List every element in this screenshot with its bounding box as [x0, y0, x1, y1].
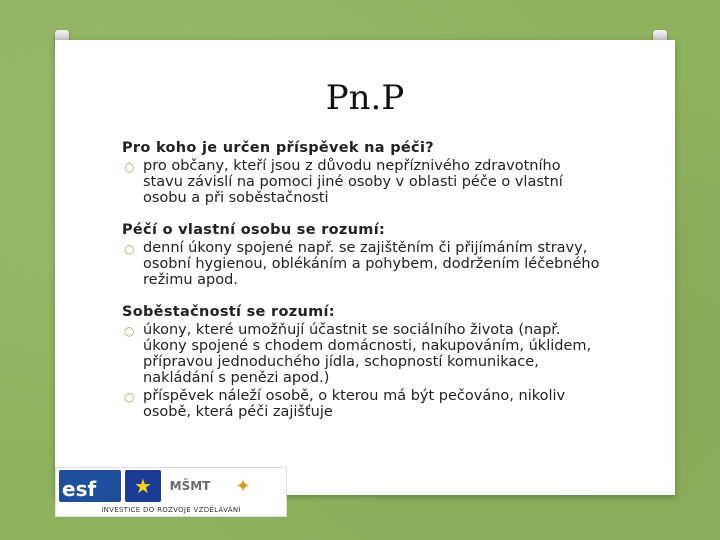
- esf-logo: esf: [59, 470, 121, 502]
- bullet-text: úkony, které umožňují účastnit se sociálního života (např. úkony spojené s chodem domácnosti, nakupováním, úklidem, přípravou jednoduchého jídla, schopností komunikace, nakládání s penězi apod.): [143, 322, 592, 386]
- section-heading: Soběstačností se rozumí:: [122, 304, 335, 320]
- bullet-text: příspěvek náleží osobě, o kterou má být pečováno, nikoliv osobě, která péči zajišťuje: [143, 388, 566, 420]
- msmt-logo: MŠMT: [165, 470, 215, 502]
- slide: [55, 40, 675, 514]
- list-item: [122, 240, 602, 288]
- bullet-text: denní úkony spojené např. se zajištěním či přijímáním stravy, osobní hygienou, oblékáním a pohybem, dodržením léčebného režimu apod.: [143, 240, 600, 288]
- logo-slogan: INVESTICE DO ROZVOJE VZDĚLÁVÁNÍ: [101, 506, 241, 514]
- circle-outline-icon: ○: [124, 324, 135, 338]
- eu-flag-icon: ★: [125, 470, 161, 502]
- section-self-care: [122, 222, 602, 288]
- circle-outline-icon: ○: [124, 160, 135, 174]
- circle-outline-icon: ○: [124, 390, 135, 404]
- list-item: [122, 322, 602, 386]
- list-item: [122, 158, 602, 206]
- section-heading: Péčí o vlastní osobu se rozumí:: [122, 222, 386, 238]
- list-item: [122, 388, 602, 420]
- circle-outline-icon: ○: [124, 242, 135, 256]
- section-eligibility: [122, 140, 602, 206]
- section-self-sufficiency: [122, 304, 602, 420]
- funding-logos: [55, 467, 287, 517]
- op-logo-icon: ✦: [219, 470, 267, 502]
- section-heading: Pro koho je určen příspěvek na péči?: [122, 140, 434, 156]
- bullet-text: pro občany, kteří jsou z důvodu nepříznivého zdravotního stavu závislí na pomoci jiné osoby v oblasti péče o vlastní osobu a při soběstačnosti: [143, 158, 563, 206]
- slide-title: Pn.P: [325, 78, 405, 118]
- slide-content: [122, 140, 602, 436]
